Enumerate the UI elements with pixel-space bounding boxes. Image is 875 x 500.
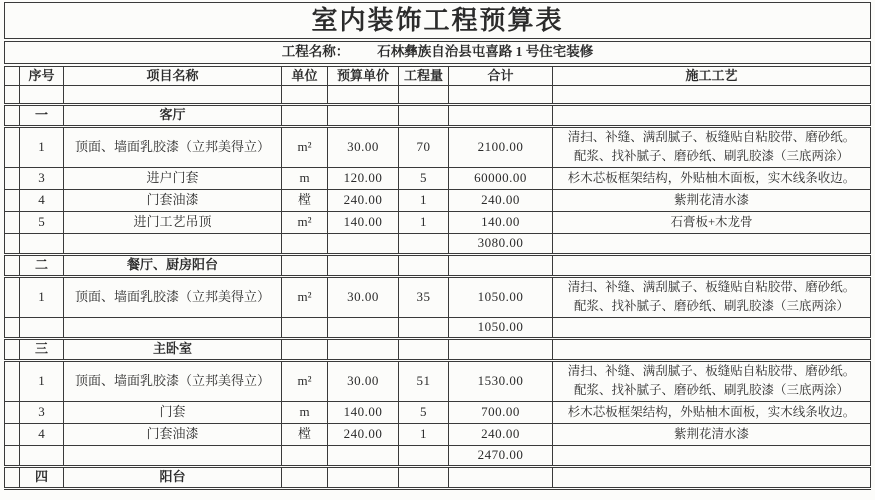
project-name: 石林彝族自治县屯喜路 1 号住宅装修 [377,44,594,60]
cell-total: 700.00 [449,401,553,423]
page-title: 室内装饰工程预算表 [5,3,871,41]
cell-process [553,338,871,360]
table-row [5,276,871,317]
cell-item-name: 顶面、墙面乳胶漆（立邦美得立） [64,126,282,167]
cell-item-name [64,445,282,466]
cell-process: 紫荆花清水漆 [553,423,871,445]
cell-unit: 樘 [282,423,328,445]
cell-item-name [64,85,282,104]
cell-serial: 四 [20,466,64,488]
cell-total: 2100.00 [449,126,553,167]
cell-total: 240.00 [449,189,553,211]
col-header-quantity: 工程量 [399,65,449,85]
col-header-unit-price: 预算单价 [328,65,399,85]
cell-unit-price [328,254,399,276]
cell-total [449,338,553,360]
cell-serial: 1 [20,126,64,167]
cell-item-name: 顶面、墙面乳胶漆（立邦美得立） [64,276,282,317]
cell-unit-price: 30.00 [328,276,399,317]
cell-item-name: 进门工艺吊顶 [64,211,282,233]
cell-unit [282,104,328,126]
cell-total: 60000.00 [449,167,553,189]
cell-serial: 3 [20,167,64,189]
cell-unit: m [282,401,328,423]
cell-unit-price: 30.00 [328,360,399,401]
cell-margin [5,360,20,401]
col-header-unit: 单位 [282,65,328,85]
cell-margin [5,254,20,276]
cell-margin [5,189,20,211]
cell-quantity: 1 [399,423,449,445]
cell-unit-price: 120.00 [328,167,399,189]
section-row [5,254,871,276]
col-header-margin [5,65,20,85]
table-row [5,167,871,189]
cell-total: 240.00 [449,423,553,445]
cell-item-name: 门套油漆 [64,423,282,445]
table-row [5,423,871,445]
cell-process [553,317,871,338]
cell-quantity: 5 [399,401,449,423]
cell-item-name [64,233,282,254]
cell-unit [282,338,328,360]
cell-quantity: 1 [399,189,449,211]
cell-quantity [399,233,449,254]
cell-process: 清扫、补缝、满刮腻子、板缝贴自粘胶带、磨砂纸。配浆、找补腻子、磨砂纸、刷乳胶漆（三底两涂） [553,360,871,401]
cell-serial: 一 [20,104,64,126]
cell-item-name: 门套 [64,401,282,423]
cell-total [449,104,553,126]
cell-unit-price [328,338,399,360]
cell-margin [5,233,20,254]
cell-unit [282,85,328,104]
project-name-row [5,40,871,65]
cell-margin [5,85,20,104]
cell-item-name: 餐厅、厨房阳台 [64,254,282,276]
cell-unit-price [328,317,399,338]
cell-quantity [399,104,449,126]
cell-item-name: 客厅 [64,104,282,126]
cell-process [553,445,871,466]
col-header-process: 施工工艺 [553,65,871,85]
cell-total: 1050.00 [449,317,553,338]
cell-margin [5,167,20,189]
cell-margin [5,466,20,488]
col-header-item-name: 项目名称 [64,65,282,85]
cell-quantity [399,445,449,466]
cell-margin [5,211,20,233]
cell-margin [5,276,20,317]
cell-unit: m² [282,126,328,167]
cell-margin [5,317,20,338]
table-row [5,211,871,233]
cell-serial: 三 [20,338,64,360]
cell-process: 杉木芯板框架结构，外贴柚木面板，实木线条收边。 [553,167,871,189]
cell-unit-price: 240.00 [328,423,399,445]
cell-process [553,85,871,104]
section-row [5,104,871,126]
cell-unit [282,233,328,254]
subtotal-row [5,317,871,338]
cell-total [449,254,553,276]
cell-margin [5,338,20,360]
cell-unit-price [328,466,399,488]
cell-unit-price [328,85,399,104]
cell-process [553,254,871,276]
cell-unit-price [328,445,399,466]
cell-quantity [399,317,449,338]
cell-serial: 二 [20,254,64,276]
cell-serial [20,445,64,466]
cell-quantity [399,85,449,104]
cell-quantity: 5 [399,167,449,189]
cell-total: 1530.00 [449,360,553,401]
cell-unit: m² [282,211,328,233]
cell-unit-price: 140.00 [328,211,399,233]
col-header-total: 合计 [449,65,553,85]
cell-unit [282,317,328,338]
title-row [5,3,871,41]
table-row [5,360,871,401]
column-header-row [5,65,871,85]
subtotal-row [5,445,871,466]
cell-process: 杉木芯板框架结构，外贴柚木面板，实木线条收边。 [553,401,871,423]
cell-total [449,85,553,104]
cell-total: 140.00 [449,211,553,233]
section-row [5,466,871,488]
cell-process [553,233,871,254]
cell-margin [5,423,20,445]
cell-item-name: 阳台 [64,466,282,488]
cell-total [449,466,553,488]
cell-margin [5,104,20,126]
cell-unit [282,254,328,276]
cell-unit-price: 240.00 [328,189,399,211]
cell-serial: 1 [20,276,64,317]
cell-serial: 3 [20,401,64,423]
cell-unit: m [282,167,328,189]
cell-item-name [64,317,282,338]
cell-serial: 1 [20,360,64,401]
cell-quantity: 35 [399,276,449,317]
cell-serial: 5 [20,211,64,233]
budget-table [4,2,871,490]
cell-total: 3080.00 [449,233,553,254]
cell-process: 紫荆花清水漆 [553,189,871,211]
cell-serial [20,233,64,254]
cell-serial: 4 [20,423,64,445]
cell-unit [282,466,328,488]
subtotal-row [5,233,871,254]
cell-item-name: 进户门套 [64,167,282,189]
col-header-serial: 序号 [20,65,64,85]
cell-item-name: 主卧室 [64,338,282,360]
cell-process: 清扫、补缝、满刮腻子、板缝贴自粘胶带、磨砂纸。配浆、找补腻子、磨砂纸、刷乳胶漆（三底两涂） [553,276,871,317]
cell-unit: m² [282,276,328,317]
cell-quantity: 1 [399,211,449,233]
cell-quantity [399,466,449,488]
cell-quantity [399,254,449,276]
cell-unit-price: 140.00 [328,401,399,423]
cell-serial [20,85,64,104]
cell-margin [5,401,20,423]
table-row [5,401,871,423]
cell-unit: m² [282,360,328,401]
cell-item-name: 顶面、墙面乳胶漆（立邦美得立） [64,360,282,401]
section-row [5,338,871,360]
cell-process: 石膏板+木龙骨 [553,211,871,233]
cell-margin [5,445,20,466]
cell-serial [20,317,64,338]
cell-serial: 4 [20,189,64,211]
cell-quantity [399,338,449,360]
project-label: 工程名称： [281,44,350,60]
project-name-cell [5,40,871,65]
cell-unit-price: 30.00 [328,126,399,167]
cell-unit [282,445,328,466]
table-row [5,126,871,167]
cell-unit: 樘 [282,189,328,211]
cell-process [553,466,871,488]
table-row [5,189,871,211]
cell-total: 2470.00 [449,445,553,466]
cell-process [553,104,871,126]
cell-quantity: 51 [399,360,449,401]
cell-total: 1050.00 [449,276,553,317]
cell-margin [5,126,20,167]
empty-row [5,85,871,104]
cell-quantity: 70 [399,126,449,167]
cell-unit-price [328,104,399,126]
cell-unit-price [328,233,399,254]
cell-item-name: 门套油漆 [64,189,282,211]
cell-process: 清扫、补缝、满刮腻子、板缝贴自粘胶带、磨砂纸。配浆、找补腻子、磨砂纸、刷乳胶漆（三底两涂） [553,126,871,167]
